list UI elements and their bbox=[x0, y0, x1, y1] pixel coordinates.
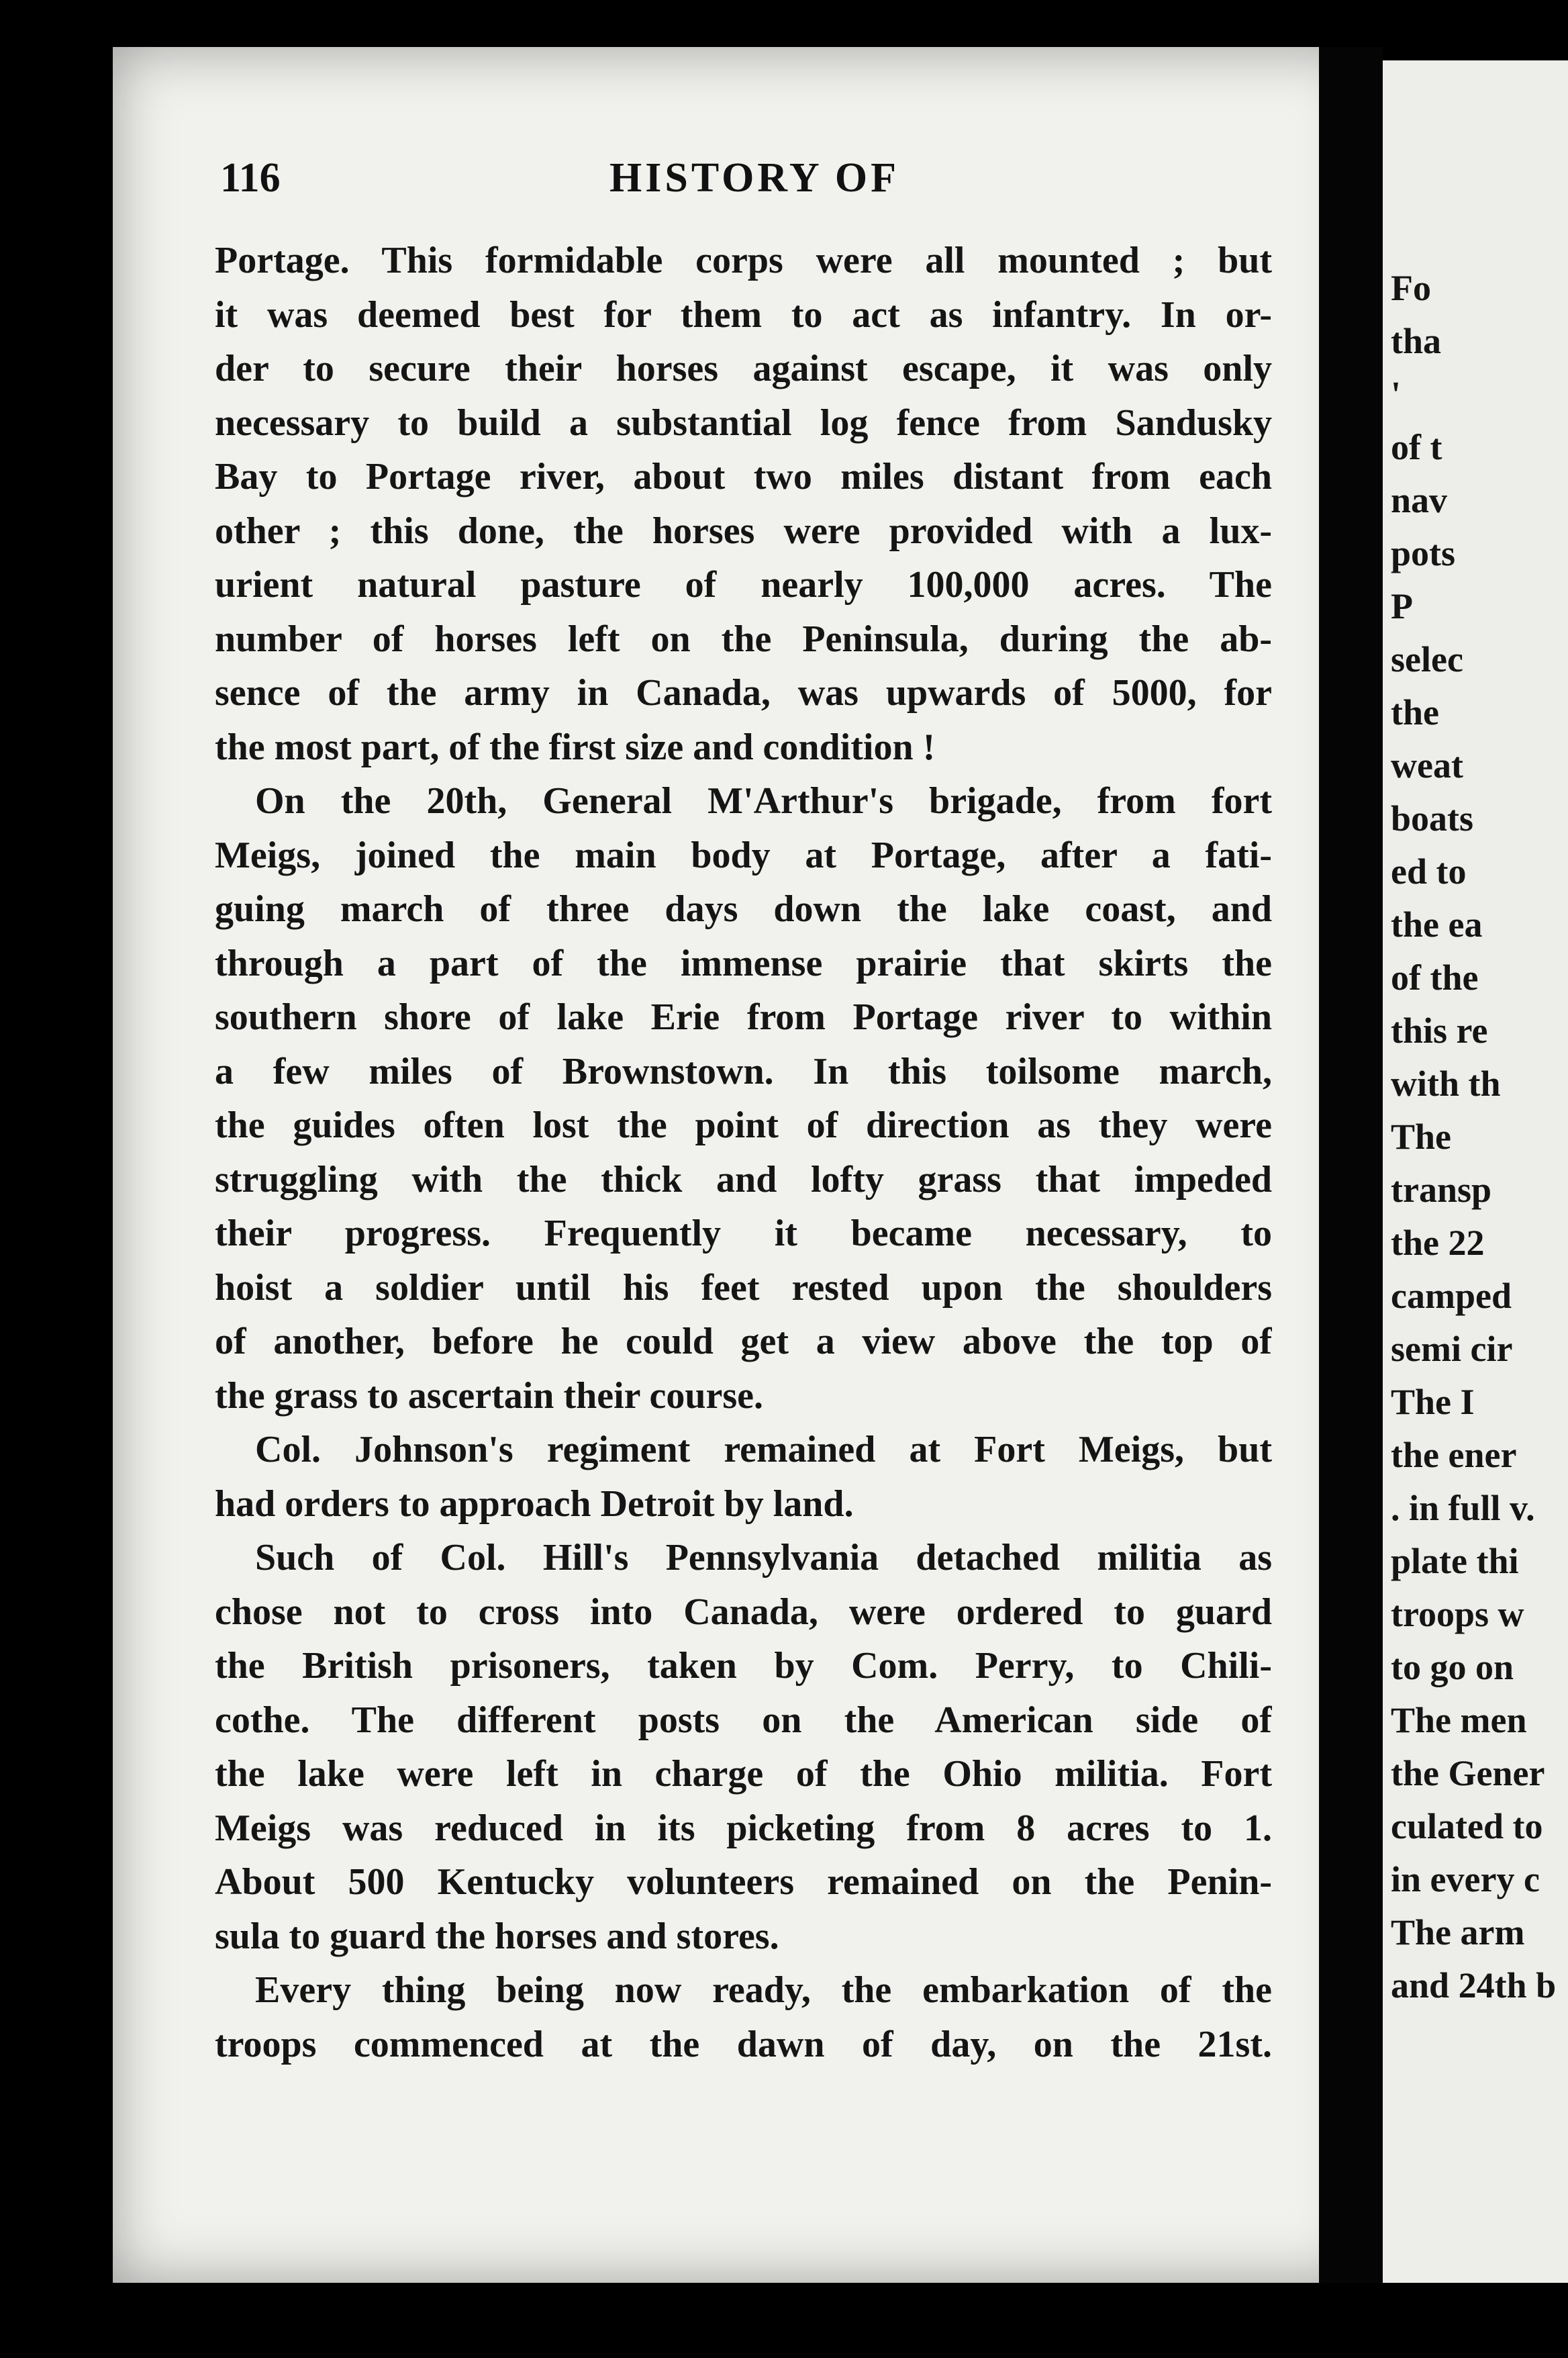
right-page-text bbox=[1391, 262, 1556, 2012]
text-line: culated to bbox=[1391, 1806, 1543, 1846]
body-text bbox=[215, 234, 1272, 2071]
text-line: southern shore of lake Erie from Portage river to within bbox=[215, 996, 1272, 1038]
text-line: it was deemed best for them to act as infantry. In or- bbox=[215, 293, 1272, 336]
text-line: weat bbox=[1391, 745, 1463, 786]
text-line: Bay to Portage river, about two miles distant from each bbox=[215, 456, 1272, 498]
text-line: had orders to approach Detroit by land. bbox=[215, 1482, 854, 1525]
text-line: of another, before he could get a view above the top of bbox=[215, 1321, 1272, 1362]
text-line: sence of the army in Canada, was upwards of 5000, for bbox=[215, 672, 1272, 714]
text-line: the British prisoners, taken by Com. Perry, to Chili- bbox=[215, 1645, 1272, 1687]
text-line: struggling with the thick and lofty grass that impeded bbox=[215, 1158, 1272, 1200]
page-gutter bbox=[1319, 47, 1383, 2283]
text-line: guing march of three days down the lake coast, and bbox=[215, 888, 1272, 930]
text-line: cothe. The different posts on the American side of bbox=[215, 1699, 1272, 1741]
text-line: transp bbox=[1391, 1170, 1492, 1210]
text-line: their progress. Frequently it became necessary, to bbox=[215, 1213, 1272, 1254]
text-line: of t bbox=[1391, 427, 1442, 467]
text-line: Every thing being now ready, the embarkation of the bbox=[255, 1969, 1272, 2011]
text-line: Fo bbox=[1391, 268, 1431, 308]
text-line: Such of Col. Hill's Pennsylvania detached militia as bbox=[255, 1537, 1272, 1578]
text-line: Meigs was reduced in its picketing from 8 acres to 1. bbox=[215, 1807, 1272, 1849]
text-line: selec bbox=[1391, 639, 1463, 679]
text-line: pots bbox=[1391, 533, 1456, 573]
text-line: the guides often lost the point of direction as they were bbox=[215, 1104, 1272, 1146]
text-line: of the bbox=[1391, 957, 1479, 998]
text-line: The I bbox=[1391, 1382, 1475, 1422]
text-line: P bbox=[1391, 586, 1413, 626]
text-line: the grass to ascertain their course. bbox=[215, 1374, 764, 1417]
text-line: with th bbox=[1391, 1064, 1501, 1104]
text-line: the 22 bbox=[1391, 1223, 1485, 1263]
text-line: The arm bbox=[1391, 1912, 1525, 1952]
text-line: urient natural pasture of nearly 100,000 acres. The bbox=[215, 564, 1272, 606]
text-line: the bbox=[1391, 692, 1439, 733]
text-line: and 24th b bbox=[1391, 1965, 1557, 2006]
text-line: chose not to cross into Canada, were ordered to guard bbox=[215, 1591, 1272, 1633]
text-line: . in full v. bbox=[1391, 1488, 1535, 1528]
text-line: necessary to build a substantial log fence from Sandusky bbox=[215, 402, 1272, 444]
text-line: ed to bbox=[1391, 851, 1467, 892]
text-line: semi cir bbox=[1391, 1329, 1513, 1369]
text-line: troops w bbox=[1391, 1594, 1524, 1634]
text-line: the ea bbox=[1391, 904, 1483, 945]
text-line: the most part, of the first size and condition ! bbox=[215, 726, 936, 768]
text-line: number of horses left on the Peninsula, during the ab- bbox=[215, 618, 1272, 660]
text-line: On the 20th, General M'Arthur's brigade, from fort bbox=[255, 780, 1272, 822]
text-line: Meigs, joined the main body at Portage, after a fati- bbox=[215, 834, 1272, 876]
text-line: The bbox=[1391, 1117, 1452, 1157]
text-line: hoist a soldier until his feet rested upon the shoulders bbox=[215, 1266, 1272, 1309]
right-page-fragment bbox=[1383, 60, 1568, 2283]
text-line: through a part of the immense prairie that skirts the bbox=[215, 942, 1272, 984]
text-line: sula to guard the horses and stores. bbox=[215, 1915, 779, 1957]
text-line: tha bbox=[1391, 321, 1442, 361]
text-line: der to secure their horses against escape, it was only bbox=[215, 348, 1272, 389]
text-line: nav bbox=[1391, 480, 1448, 520]
page-number: 116 bbox=[220, 155, 281, 201]
text-line: About 500 Kentucky volunteers remained on the Penin- bbox=[215, 1861, 1272, 1903]
text-line: camped bbox=[1391, 1276, 1512, 1316]
text-line: other ; this done, the horses were provided with a lux- bbox=[215, 510, 1272, 552]
text-line: the Gener bbox=[1391, 1753, 1545, 1793]
text-line: plate thi bbox=[1391, 1541, 1519, 1581]
text-line: Portage. This formidable corps were all mounted ; but bbox=[215, 240, 1272, 281]
text-line: the lake were left in charge of the Ohio militia. Fort bbox=[215, 1753, 1272, 1795]
text-line: this re bbox=[1391, 1010, 1488, 1051]
text-line: Col. Johnson's regiment remained at Fort Meigs, but bbox=[255, 1429, 1272, 1470]
text-line: the ener bbox=[1391, 1435, 1517, 1475]
text-line: to go on bbox=[1391, 1647, 1514, 1687]
text-line: in every c bbox=[1391, 1859, 1540, 1899]
text-line: boats bbox=[1391, 798, 1474, 839]
text-line: ' bbox=[1391, 374, 1402, 414]
left-page bbox=[113, 47, 1361, 2283]
running-head: HISTORY OF bbox=[609, 155, 899, 201]
text-line: a few miles of Brownstown. In this toilsome march, bbox=[215, 1050, 1272, 1092]
text-line: The men bbox=[1391, 1700, 1527, 1740]
text-line: troops commenced at the dawn of day, on the 21st. bbox=[215, 2023, 1272, 2065]
